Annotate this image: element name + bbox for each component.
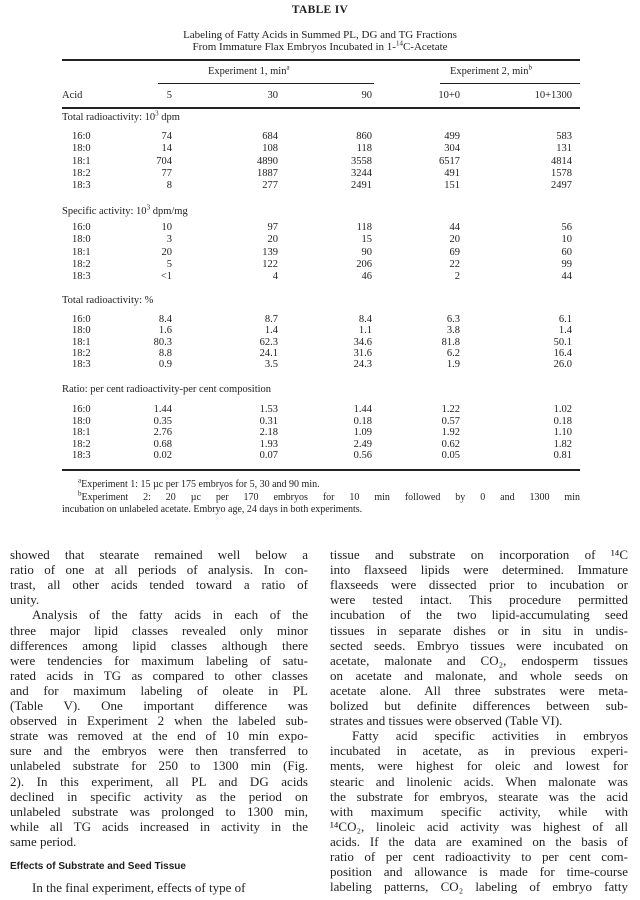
value-cell: 5: [166, 258, 172, 270]
value-cell: 6517: [439, 155, 460, 167]
value-cell: 1.9: [446, 359, 460, 371]
body-line: unlabeled substrate for 250 to 1300 min (Fig.: [10, 758, 308, 774]
acid-cell: 18:2: [72, 438, 91, 450]
value-cell: 6.1: [558, 314, 572, 325]
acid-cell: 18:3: [72, 271, 91, 283]
table-bottom-rule: [62, 469, 580, 471]
body-line: acetate alone. All three substrates were meta-: [330, 682, 628, 698]
body-line: while all TG acids increased in activity in the: [10, 818, 308, 834]
group-header-experiment-2: [450, 63, 532, 77]
acid-cell: 18:2: [72, 167, 91, 179]
value-cell: 304: [444, 143, 460, 155]
acid-cell: 18:0: [72, 234, 91, 246]
value-cell: 139: [262, 246, 278, 258]
value-cell: 31.6: [353, 347, 372, 359]
value-cell: 108: [262, 143, 278, 155]
value-cell: 69: [449, 246, 460, 258]
section-label-sup: 3: [155, 109, 159, 118]
section-label-text: Ratio: per cent radioactivity-per cent composition: [62, 384, 272, 395]
table-label: TABLE IV: [291, 4, 349, 16]
value-cell: 16.4: [553, 347, 572, 359]
value-cell: 90: [361, 246, 372, 258]
value-cell: 684: [262, 131, 278, 142]
value-cell: 2491: [351, 180, 372, 192]
body-line: incubation of the two lipid-accumulating seed: [330, 607, 628, 623]
acid-cell: 18:0: [72, 325, 91, 337]
body-line: stearic and linolenic acids. When malonate was: [330, 773, 628, 789]
value-cell: 0.68: [153, 438, 172, 450]
value-cell: 2.76: [153, 427, 172, 439]
value-cell: 1887: [257, 167, 278, 179]
value-cell: 4890: [257, 155, 278, 167]
body-line: tissues in separate dishes or in situ in undis-: [330, 622, 628, 638]
value-cell: 8.7: [264, 314, 278, 325]
acid-cell: 16:0: [72, 222, 91, 233]
value-cell: 2.18: [259, 427, 278, 439]
title-sup: 14: [395, 39, 403, 48]
body-line: rated acids in TG as compared to other classes: [10, 667, 308, 683]
acid-cell: 16:0: [72, 404, 91, 415]
body-line: unlabeled substrate was prolonged to 1300 min,: [10, 803, 308, 819]
value-cell: 1.82: [553, 438, 572, 450]
acid-cell: 18:0: [72, 143, 91, 155]
value-cell: 1.6: [158, 325, 172, 337]
value-cell: 10: [161, 222, 172, 233]
section-label-text: Specific activity: 10: [62, 206, 147, 217]
value-cell: 2: [454, 271, 460, 283]
value-cell: 44: [561, 271, 572, 283]
column-header-acid: Acid: [62, 90, 83, 101]
body-line: unity.: [10, 592, 40, 608]
footnote-text: Experiment 2: 20 µc per 170 embryos for 10 min followed by 0 and 1300 min: [81, 492, 580, 503]
title-text: C-Acetate: [402, 41, 448, 53]
value-cell: 151: [444, 180, 460, 192]
value-cell: 6.2: [446, 347, 460, 359]
title-text: From Immature Flax Embryos Incubated in 1-: [192, 41, 396, 53]
body-line: declined in specific activity as the period on: [10, 788, 308, 804]
value-cell: 62.3: [259, 336, 278, 348]
value-cell: 206: [356, 258, 372, 270]
value-cell: 1.22: [441, 404, 460, 415]
body-line: Analysis of the fatty acids in each of the: [32, 607, 308, 623]
body-line: (Table V). One important difference was: [10, 698, 308, 713]
value-cell: 0.02: [153, 450, 172, 462]
section-label-text: dpm/mg: [150, 206, 188, 217]
value-cell: 3.8: [446, 325, 460, 337]
section-label-text: Total radioactivity: 10: [62, 112, 156, 123]
column-header: 90: [361, 90, 372, 101]
value-cell: 118: [356, 143, 372, 155]
body-line: ratio of one at all periods of analysis. In con-: [10, 562, 308, 578]
acid-cell: 18:1: [72, 336, 91, 348]
footnote-mark: b: [78, 489, 82, 498]
body-line: strate was removed at the end of 10 min expo-: [10, 728, 308, 744]
body-line: incubated in acetate, as in previous experi-: [330, 743, 628, 759]
value-cell: 26.0: [553, 359, 572, 371]
acid-cell: 16:0: [72, 131, 91, 142]
section-label-sup: 3: [146, 203, 151, 212]
value-cell: 97: [267, 222, 278, 233]
value-cell: 24.1: [259, 347, 278, 359]
section-label: [62, 109, 180, 123]
acid-cell: 18:0: [72, 415, 91, 427]
value-cell: 34.6: [353, 336, 372, 348]
value-cell: 50.1: [553, 336, 572, 348]
body-line: were tested intact. This procedure permitted: [330, 592, 628, 608]
body-line: sected seeds. Embryo tissues were incubated on: [330, 637, 628, 653]
section-label: [62, 384, 271, 395]
column-header: 10+1300: [534, 90, 572, 101]
column-header: 30: [267, 90, 278, 101]
value-cell: 46: [361, 271, 372, 283]
body-line: and for maximum labeling of oleate in PL: [10, 682, 308, 698]
group-rule-2: [440, 83, 580, 84]
value-cell: 118: [356, 222, 372, 233]
column-header: 10+0: [438, 90, 460, 101]
section-label-text: dpm: [158, 112, 180, 123]
body-line: position and allowance is made for time-course: [330, 864, 628, 880]
footnote-mark: a: [78, 476, 82, 485]
value-cell: 22: [449, 258, 460, 270]
footnote-mark: a: [286, 63, 290, 72]
body-line: strates and tissues were observed (Table VI).: [330, 713, 563, 729]
value-cell: 80.3: [153, 336, 172, 348]
value-cell: 1578: [551, 167, 572, 179]
value-cell: 4814: [551, 155, 572, 167]
value-cell: 1.02: [553, 404, 572, 415]
value-cell: 56: [561, 222, 572, 233]
value-cell: 20: [161, 246, 172, 258]
acid-cell: 18:2: [72, 347, 91, 359]
value-cell: 0.07: [259, 450, 278, 462]
section-label-text: Total radioactivity: %: [62, 295, 154, 306]
body-line: ments, were highest for oleic and lowest for: [330, 758, 628, 774]
value-cell: 131: [556, 143, 572, 155]
value-cell: 14: [161, 143, 172, 155]
value-cell: 583: [556, 131, 572, 142]
body-line: into flaxseed lipids were determined. Immature: [330, 562, 628, 578]
value-cell: 15: [361, 234, 372, 246]
table-title-line-1: Labeling of Fatty Acids in Summed PL, DG and TG Fractions: [183, 29, 457, 41]
value-cell: 3558: [351, 155, 372, 167]
body-line: ¹⁴CO₂, linoleic acid activity was highest of all: [330, 818, 628, 834]
body-line: Fatty acid specific activities in embryos: [352, 728, 628, 744]
acid-cell: 18:1: [72, 427, 91, 439]
value-cell: 20: [449, 234, 460, 246]
value-cell: 1.93: [259, 438, 278, 450]
value-cell: 1.92: [441, 427, 460, 439]
value-cell: 8.4: [358, 314, 372, 325]
footnote-a: [78, 476, 320, 490]
body-line: three major lipid classes revealed only minor: [10, 622, 308, 638]
footnote-text: Experiment 1: 15 µc per 175 embryos for 5, 30 and 90 min.: [81, 479, 320, 490]
section-label: [62, 295, 153, 306]
body-line: 2). In this experiment, all PL and DG acids: [10, 773, 308, 789]
value-cell: 8.8: [158, 347, 172, 359]
value-cell: 0.31: [259, 415, 278, 427]
body-line: acetate, malonate and CO₂, endosperm tissues: [330, 652, 628, 668]
value-cell: 277: [262, 180, 278, 192]
value-cell: <1: [160, 271, 172, 283]
column-header: 5: [166, 90, 172, 101]
body-line: on acetate and malonate, and whole seeds on: [330, 667, 628, 683]
value-cell: 1.44: [153, 404, 172, 415]
body-line: were tendencies for maximum labeling of satu-: [10, 652, 308, 668]
body-line: bolized but definite differences between sub-: [330, 698, 628, 713]
value-cell: 2.49: [353, 438, 372, 450]
value-cell: 20: [267, 234, 278, 246]
value-cell: 1.53: [259, 404, 278, 415]
value-cell: 704: [156, 155, 172, 167]
value-cell: 4: [272, 271, 278, 283]
acid-cell: 16:0: [72, 314, 91, 325]
group-text: Experiment 1, min: [208, 66, 287, 77]
value-cell: 10: [561, 234, 572, 246]
value-cell: 8.4: [158, 314, 172, 325]
header-rule: [62, 107, 580, 109]
value-cell: 3: [166, 234, 172, 246]
footnote-mark: b: [528, 63, 532, 72]
value-cell: 6.3: [446, 314, 460, 325]
value-cell: 1.4: [264, 325, 278, 337]
footnote-b-line-2: incubation on unlabeled acetate. Embryo age, 24 days in both experiments.: [62, 504, 363, 515]
value-cell: 60: [561, 246, 572, 258]
footnote-b: [78, 489, 580, 503]
body-line: same period.: [10, 833, 77, 849]
table-top-rule: [62, 59, 580, 61]
value-cell: 491: [444, 167, 460, 179]
section-heading: Effects of Substrate and Seed Tissue: [10, 861, 186, 872]
value-cell: 8: [166, 180, 172, 192]
group-header-experiment-1: [208, 63, 290, 77]
group-text: Experiment 2, min: [450, 66, 529, 77]
value-cell: 2497: [551, 180, 572, 192]
table-title-line-2: [0, 41, 640, 53]
acid-cell: 18:3: [72, 450, 91, 462]
value-cell: 0.9: [158, 359, 172, 371]
value-cell: 1.10: [553, 427, 572, 439]
value-cell: 122: [262, 258, 278, 270]
value-cell: 0.18: [553, 415, 572, 427]
value-cell: 44: [449, 222, 460, 233]
value-cell: 1.44: [353, 404, 372, 415]
value-cell: 860: [356, 131, 372, 142]
body-line: the substrate for embryos, stearate was the acid: [330, 788, 628, 804]
body-line: flaxseeds were dissected prior to incubation or: [330, 577, 628, 593]
value-cell: 3244: [351, 167, 372, 179]
value-cell: 3.5: [264, 359, 278, 371]
value-cell: 499: [444, 131, 460, 142]
value-cell: 0.35: [153, 415, 172, 427]
section-label: [62, 203, 188, 217]
body-line: differences among lipid classes although there: [10, 637, 308, 653]
body-line: tissue and substrate on incorporation of ¹⁴C: [330, 547, 628, 562]
acid-cell: 18:3: [72, 359, 91, 371]
value-cell: 1.4: [558, 325, 572, 337]
value-cell: 74: [161, 131, 172, 142]
body-line: showed that stearate remained well below a: [10, 547, 308, 562]
value-cell: 0.62: [441, 438, 460, 450]
body-line: sure and the embryos were then transferred to: [10, 743, 308, 759]
body-line: labeling patterns, CO₂ labeling of embryo fatty: [330, 879, 628, 895]
value-cell: 81.8: [441, 336, 460, 348]
body-line: observed in Experiment 2 when the labeled sub-: [10, 713, 308, 729]
value-cell: 0.56: [353, 450, 372, 462]
value-cell: 99: [561, 258, 572, 270]
body-line: with maximum specific activity, while with: [330, 803, 628, 819]
value-cell: 0.05: [441, 450, 460, 462]
acid-cell: 18:2: [72, 258, 91, 270]
body-line: In the final experiment, effects of type of: [32, 880, 246, 895]
value-cell: 1.09: [353, 427, 372, 439]
acid-cell: 18:1: [72, 246, 91, 258]
value-cell: 1.1: [358, 325, 372, 337]
value-cell: 24.3: [353, 359, 372, 371]
value-cell: 0.18: [353, 415, 372, 427]
group-rule-1: [158, 83, 374, 84]
value-cell: 0.81: [553, 450, 572, 462]
acid-cell: 18:3: [72, 180, 91, 192]
body-line: ratio of per cent radioactivity to per cent com-: [330, 849, 628, 864]
acid-cell: 18:1: [72, 155, 91, 167]
value-cell: 0.57: [441, 415, 460, 427]
body-line: trast, all other acids tended toward a ratio of: [10, 577, 308, 593]
value-cell: 77: [161, 167, 172, 179]
body-line: acids. If the data are examined on the basis of: [330, 833, 628, 849]
